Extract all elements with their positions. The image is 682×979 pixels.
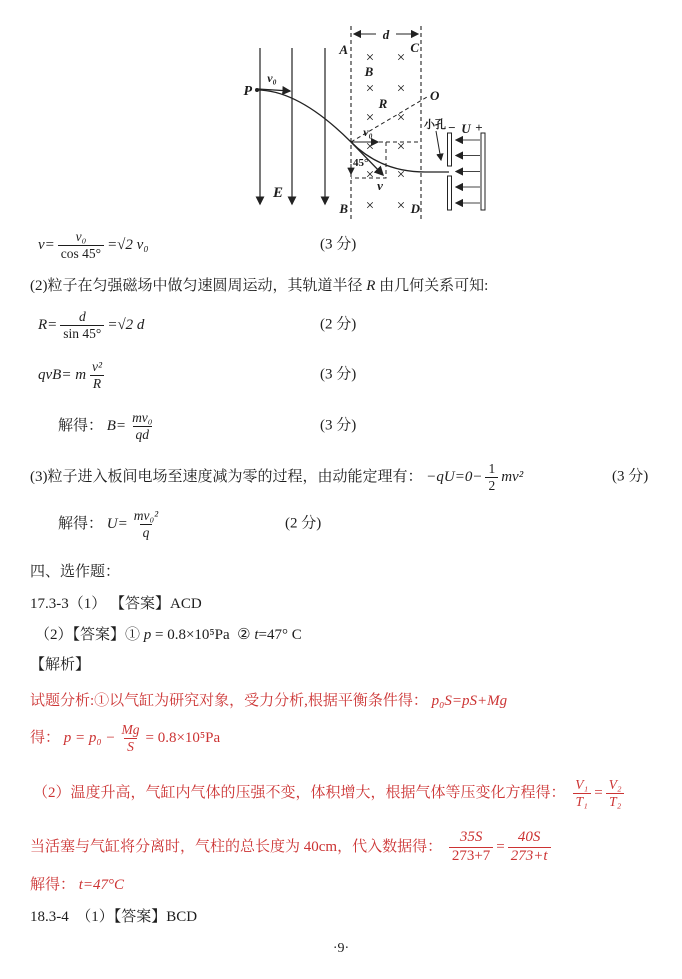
solve-prefix: 解得：: [58, 417, 107, 434]
svg-text:×: ×: [396, 167, 406, 183]
derive1-result: = 0.8×10⁵Pa: [145, 729, 221, 746]
answer2-var: p: [143, 627, 152, 643]
fraction: $\frac{\text{V₁}}{\text{T₁}}$: [572, 777, 591, 809]
step2-text-line: [30, 277, 488, 296]
step2-text: 由几何关系可知:: [375, 278, 489, 294]
score-mark: (2 分): [320, 316, 357, 333]
analysis1-text: 试题分析:①以气缸为研究对象，受力分析,根据平衡条件得：: [30, 693, 432, 709]
hole-arrow: [436, 131, 441, 160]
derive1-eq: p = p₀ −: [63, 729, 116, 746]
fraction: $\frac{\text{mv₀²}}{q}$: [133, 507, 159, 540]
analysis1-line: [30, 692, 507, 711]
eq-bfield-line: [58, 405, 357, 447]
analysis2-line: [33, 770, 628, 816]
capacitor-left-plate-bottom: [448, 176, 452, 210]
answer2-prefix: （2）【答案】①: [35, 627, 144, 643]
svg-text:×: ×: [365, 167, 375, 183]
analysis3-text: 当活塞与气缸将分离时，气柱的总长度为 40cm，代入数据得：: [30, 838, 446, 855]
eq-rhs: =√2 d: [107, 316, 145, 333]
hole-label: 小孔: [424, 119, 446, 131]
svg-text:×: ×: [365, 110, 375, 126]
svg-text:×: ×: [365, 139, 375, 155]
radius-label: R: [378, 96, 388, 111]
page-number: ·9·: [332, 941, 350, 956]
fraction: $\frac{40S}{273+t}$: [508, 829, 551, 865]
svg-text:×: ×: [396, 110, 406, 126]
analysis2-text: （2）温度升高，气缸内气体的压强不变，体积增大，根据气体等压变化方程得：: [33, 784, 570, 801]
fraction: $\frac{\text{v²}}{R}$: [89, 359, 105, 391]
fraction: $\frac{\text{v₀}}{\cos 45^\circ}$: [58, 229, 104, 261]
derive2-line: [30, 876, 124, 895]
capacitor-field-arrows: [456, 140, 480, 203]
eq-lorentz-line: [38, 355, 357, 395]
svg-text:×: ×: [365, 50, 375, 66]
p-label: P: [243, 84, 252, 99]
analysis3-line: [30, 822, 554, 872]
eq-lhs: B=: [106, 417, 127, 434]
svg-text:×: ×: [396, 81, 406, 97]
fraction: $\frac{\text{mv₀}}{qd}$: [132, 409, 153, 442]
score-mark: (3 分): [320, 366, 357, 383]
eq-rhs: =√2 v₀: [107, 236, 149, 253]
score-mark: (2 分): [285, 515, 322, 532]
equals-sign: =: [496, 838, 505, 855]
v0-component-label: v₀: [363, 125, 373, 139]
score-mark: (3 分): [320, 417, 357, 434]
voltage-label: U: [461, 121, 471, 136]
fraction: $\frac{Mg}{S}$: [121, 721, 140, 754]
answer2-eq: = 0.8×10⁵Pa ②: [151, 627, 255, 643]
eq-lhs: R=: [38, 316, 58, 333]
fraction: $\frac{35S}{273+7}$: [449, 829, 493, 865]
corner-label-b: B: [339, 201, 348, 216]
fraction: $\frac{d}{\sin 45^\circ}$: [60, 309, 104, 341]
answer2-var: t: [254, 627, 259, 643]
v-label: v: [377, 178, 383, 193]
q17-answer1-line: 17.3-3（1） 【答案】ACD: [30, 596, 202, 612]
solve-prefix: 解得：: [58, 515, 107, 532]
step3-text: (3)粒子进入板间电场至速度减为零的过程，由动能定理有：: [30, 468, 427, 485]
fraction: $\frac{\text{V₂}}{\text{T₂}}$: [606, 777, 625, 809]
minus-sign: −: [448, 120, 456, 135]
q18-answer-line: 18.3-4 （1）【答案】BCD: [30, 909, 198, 925]
fraction: $\frac{1}{2}$: [485, 461, 498, 493]
center-label-o: O: [430, 88, 440, 103]
eq-lhs: qvB= m: [38, 366, 87, 383]
b-field-label: B: [364, 64, 374, 79]
eq-voltage-line: [58, 502, 322, 546]
derive1-line: [30, 716, 220, 760]
v0-initial-label: v₀: [267, 71, 277, 85]
derive1-prefix: 得：: [30, 729, 64, 746]
equals-sign: =: [594, 784, 603, 801]
step2-text: (2)粒子在匀强磁场中做匀速圆周运动，其轨道半径: [30, 278, 367, 294]
corner-label-a: A: [339, 42, 348, 57]
corner-label-d: D: [410, 201, 420, 216]
eq-lhs: v=: [38, 236, 55, 253]
svg-text:×: ×: [396, 198, 406, 214]
jiexi-heading: 【解析】: [30, 657, 91, 673]
eq-part: −qU=0−: [426, 468, 483, 485]
eq-radius-line: [38, 305, 357, 345]
eq-part: mv²: [501, 468, 524, 485]
svg-text:×: ×: [396, 50, 406, 66]
score-mark: (3 分): [320, 236, 357, 253]
derive2-eq: t=47°C: [78, 877, 125, 893]
svg-text:×: ×: [396, 139, 406, 155]
e-field-label: E: [272, 185, 284, 201]
q17-answer2-line: [35, 626, 302, 645]
corner-label-c: C: [410, 40, 419, 55]
analysis1-eq: p₀S=pS+Mg: [431, 693, 508, 709]
eq-lhs: U=: [106, 515, 128, 532]
capacitor-left-plate-top: [448, 133, 452, 166]
plus-sign: +: [475, 120, 483, 135]
section4-heading: 四、选作题：: [30, 564, 121, 580]
svg-text:×: ×: [365, 81, 375, 97]
angle-label: 45°: [353, 157, 369, 169]
derive2-prefix: 解得：: [30, 877, 79, 893]
eq-velocity-line: [38, 226, 357, 264]
step2-var: R: [366, 278, 376, 294]
score-mark: (3 分): [612, 468, 649, 485]
step3-text-line: [30, 457, 649, 497]
svg-text:×: ×: [365, 198, 375, 214]
d-label: d: [382, 27, 390, 42]
answer2-eq: =47° C: [258, 627, 302, 643]
capacitor-right-plate: [481, 133, 485, 210]
physics-diagram: [228, 12, 500, 228]
